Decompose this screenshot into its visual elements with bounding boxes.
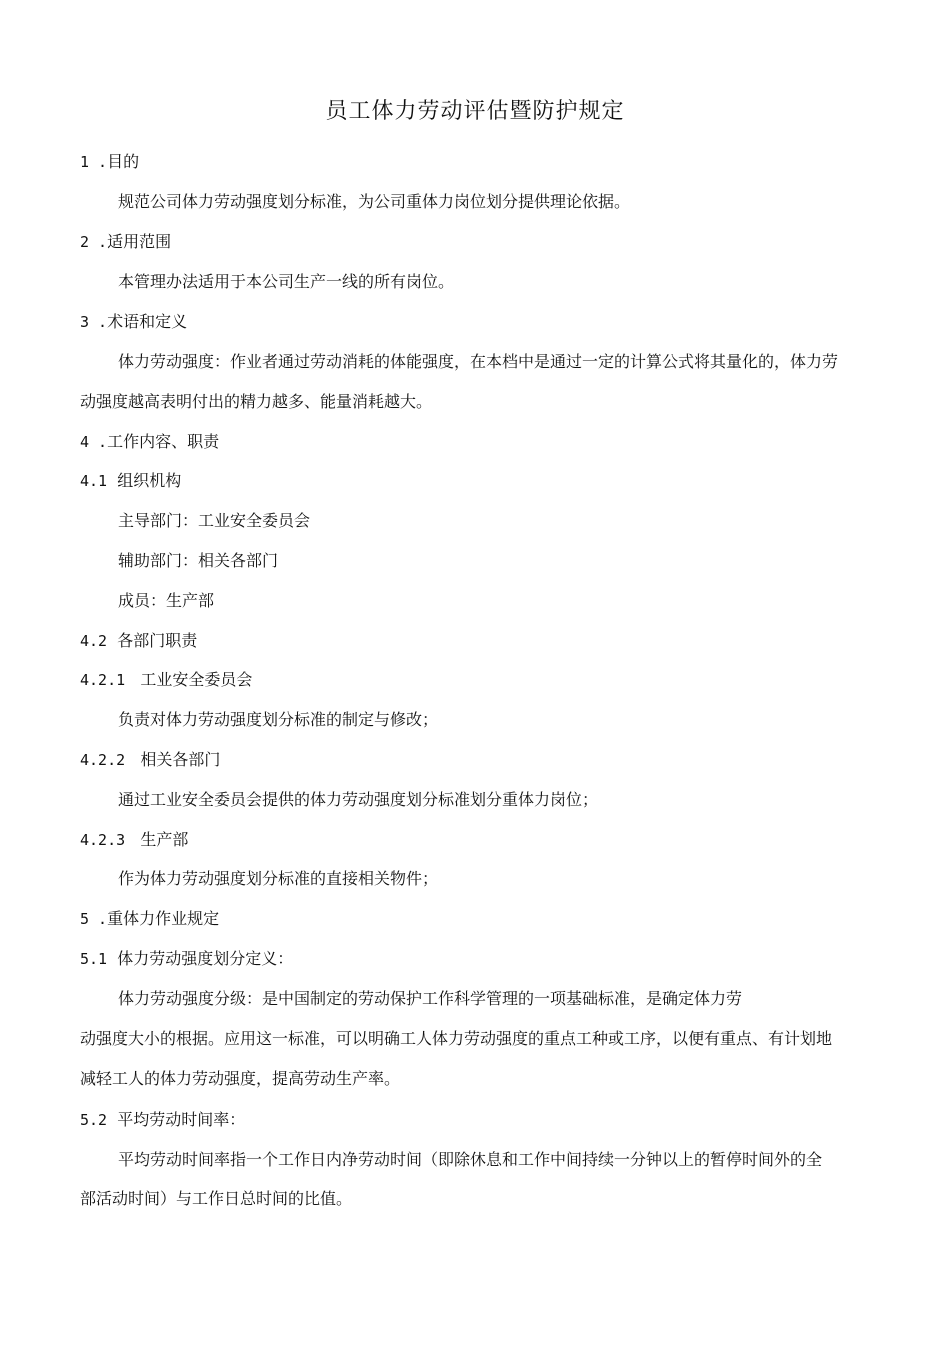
section-5-2-heading <box>80 1108 245 1132</box>
section-label: 工作内容、职责 <box>107 432 220 451</box>
paragraph: 通过工业安全委员会提供的体力劳动强度划分标准划分重体力岗位； <box>118 790 599 809</box>
section-2-heading <box>80 230 171 254</box>
paragraph-line: 体力劳动强度分级：是中国制定的劳动保护工作科学管理的一项基础标准，是确定体力劳 <box>118 989 743 1008</box>
section-label: 体力劳动强度划分定义： <box>117 949 294 968</box>
section-label: 工业安全委员会 <box>140 670 253 689</box>
section-number: 4 . <box>80 433 108 451</box>
section-3-heading <box>80 310 187 334</box>
list-item: 辅助部门：相关各部门 <box>118 551 279 570</box>
paragraph-line: 部活动时间）与工作日总时间的比值。 <box>80 1189 353 1208</box>
section-4-2-1-heading <box>80 668 252 692</box>
list-item: 主导部门：工业安全委员会 <box>118 511 311 530</box>
paragraph: 作为体力劳动强度划分标准的直接相关物件； <box>118 869 439 888</box>
section-4-2-3-heading <box>80 828 188 852</box>
section-4-1-heading <box>80 469 181 493</box>
paragraph-line: 动强度大小的根据。应用这一标准，可以明确工人体力劳动强度的重点工种或工序，以便有重点、有计划地 <box>80 1029 833 1048</box>
section-number: 5.1 <box>80 950 108 968</box>
section-4-2-2-heading <box>80 748 220 772</box>
section-label: 术语和定义 <box>107 312 188 331</box>
section-number: 4.2.1 <box>80 671 126 689</box>
section-number: 5.2 <box>80 1111 108 1129</box>
section-number: 5 . <box>80 910 108 928</box>
document-title: 员工体力劳动评估暨防护规定 <box>325 99 625 124</box>
section-number: 4.2.2 <box>80 751 126 769</box>
paragraph-line: 平均劳动时间率指一个工作日内净劳动时间（即除休息和工作中间持续一分钟以上的暂停时间外的全 <box>118 1150 823 1169</box>
section-number: 4.2 <box>80 632 108 650</box>
section-1-heading <box>80 150 139 174</box>
paragraph: 本管理办法适用于本公司生产一线的所有岗位。 <box>118 272 455 291</box>
paragraph-line: 动强度越高表明付出的精力越多、能量消耗越大。 <box>80 392 433 411</box>
section-5-1-heading <box>80 947 293 971</box>
section-label: 相关各部门 <box>140 750 221 769</box>
section-label: 适用范围 <box>107 232 172 251</box>
section-number: 4.1 <box>80 472 108 490</box>
section-label: 各部门职责 <box>117 631 198 650</box>
section-label: 重体力作业规定 <box>107 909 220 928</box>
section-5-heading <box>80 907 219 931</box>
paragraph: 负责对体力劳动强度划分标准的制定与修改； <box>118 710 439 729</box>
section-label: 目的 <box>107 152 140 171</box>
section-number: 1 . <box>80 153 108 171</box>
section-number: 4.2.3 <box>80 831 126 849</box>
list-item: 成员：生产部 <box>118 591 215 610</box>
section-4-2-heading <box>80 629 197 653</box>
paragraph-line: 减轻工人的体力劳动强度，提高劳动生产率。 <box>80 1069 401 1088</box>
section-4-heading <box>80 430 219 454</box>
section-label: 生产部 <box>140 830 189 849</box>
section-label: 平均劳动时间率： <box>117 1110 246 1129</box>
paragraph-line: 体力劳动强度：作业者通过劳动消耗的体能强度，在本档中是通过一定的计算公式将其量化的，体力劳 <box>118 352 839 371</box>
section-number: 2 . <box>80 233 108 251</box>
section-number: 3 . <box>80 313 108 331</box>
section-label: 组织机构 <box>117 471 182 490</box>
paragraph: 规范公司体力劳动强度划分标准，为公司重体力岗位划分提供理论依据。 <box>118 192 631 211</box>
